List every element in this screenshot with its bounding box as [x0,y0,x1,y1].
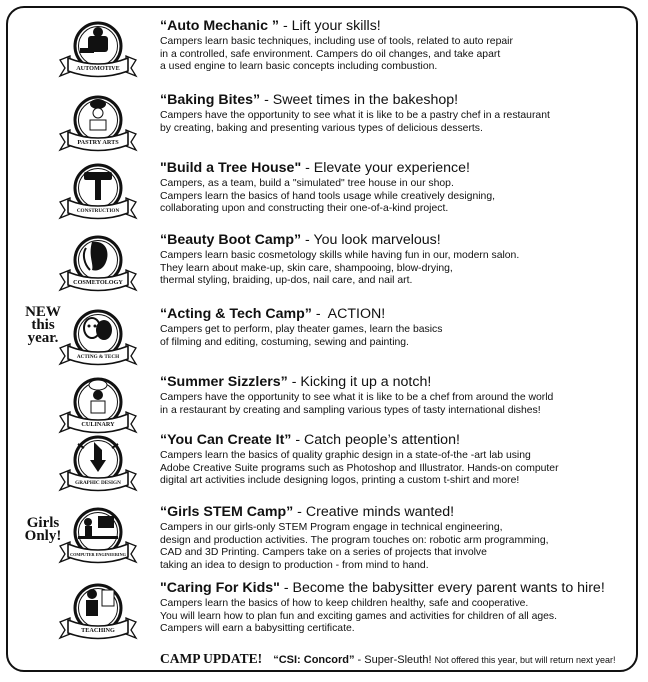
description-line: thermal styling, braiding, up-dos, nail care, and nail art. [160,275,413,287]
side-note-line: this [31,317,55,333]
program-emblem [58,582,138,644]
program-description [160,178,630,216]
program-separator: - [287,374,301,390]
program-text [160,18,630,74]
program-title: "Build a Tree House" [160,160,302,176]
program-separator: - [279,18,292,34]
description-line: in a restaurant by creating and sampling various types of tasty international dishes! [160,404,541,416]
program-emblem [58,234,138,296]
side-note [20,517,66,543]
program-item [0,580,648,652]
description-line: digital art activities include designing logos, printing a custom t-shirt and more! [160,475,520,487]
description-line: in a controlled, safe environment. Campers do oil changes, and take apart [160,48,501,60]
program-separator: - [301,232,314,248]
program-title: “Girls STEM Camp” [160,504,294,520]
program-separator: - [291,432,304,448]
program-tagline: Kicking it up a notch! [300,374,432,390]
program-emblem [58,506,138,568]
description-line: Campers learn basic cosmetology skills while having fun in our, modern salon. [160,250,520,261]
side-note-line: Girls [26,515,60,531]
program-separator: - [293,504,306,520]
description-line: Campers have the opportunity to see what it is like to be a chef from around the world [160,392,554,403]
program-badge-label: ACTING & TECH [76,354,120,360]
program-text [160,504,630,572]
program-tagline: Creative minds wanted! [305,504,455,520]
camp-update [160,651,616,667]
side-note-line: Only! [24,528,62,544]
program-text [160,160,630,216]
program-text [160,306,630,349]
description-line: by creating, baking and presenting various types of delicious desserts. [160,122,483,134]
side-note-line: NEW [25,304,61,320]
program-badge-label: CULINARY [81,421,115,428]
program-text [160,374,630,417]
program-description [160,392,630,417]
program-separator: - [260,92,273,108]
description-line: You will learn how to plan fun and exciting games and activities for children of all ages. [160,610,557,622]
description-line: Campers will earn a babysitting certificate. [160,623,355,635]
camp-update-title: “CSI: Concord” [273,654,355,666]
program-headline [160,374,630,391]
program-item [0,160,648,232]
program-emblem [58,162,138,224]
description-line: of filming and editing, costuming, sewing and painting. [160,336,409,348]
description-line: Campers learn the basics of how to keep children healthy, safe and cooperative. [160,598,529,609]
program-tagline: Sweet times in the bakeshop! [272,92,459,108]
program-item [0,232,648,304]
description-line: CAD and 3D Printing. Campers take on a series of projects that involve [160,547,487,559]
program-description [160,450,630,488]
program-badge-label: COSMETOLOGY [73,279,123,286]
program-item [0,92,648,164]
program-badge-label: CONSTRUCTION [76,208,120,214]
program-separator: - [311,306,328,322]
program-tagline: ACTION! [327,306,386,322]
program-separator: - [301,160,314,176]
description-line: design and production activities. The program touches on: robotic arm programming, [160,534,549,546]
program-emblem [58,376,138,438]
description-line: Campers, as a team, build a "simulated" tree house in our shop. [160,178,454,189]
camp-update-label: CAMP UPDATE! [160,651,263,666]
program-tagline: You look marvelous! [313,232,441,248]
program-badge-label: GRAPHIC DESIGN [75,480,121,486]
description-line: Campers in our girls-only STEM Program engage in technical engineering, [160,522,503,533]
program-headline [160,18,630,35]
program-emblem [58,94,138,156]
side-note-line: year. [27,330,59,346]
program-title: “Auto Mechanic ” [160,18,280,34]
program-description [160,110,630,135]
program-headline [160,160,630,177]
program-headline [160,232,630,249]
program-title: “Acting & Tech Camp” [160,306,312,322]
description-line: Campers learn the basics of quality graphic design in a state-of-the -art lab using [160,450,531,461]
program-item [0,432,648,504]
program-text [160,580,630,636]
program-title: “Beauty Boot Camp” [160,232,302,248]
side-note [20,306,66,345]
program-headline [160,580,630,597]
program-description [160,324,630,349]
program-headline [160,504,630,521]
description-line: taking an idea to design to production - from mind to hand. [160,559,429,571]
camp-update-tagline: - Super-Sleuth! [354,654,435,666]
program-headline [160,432,630,449]
program-description [160,250,630,288]
program-badge-label: COMPUTER ENGINEERING [70,552,126,557]
program-description [160,598,630,636]
program-text [160,432,630,488]
program-emblem [58,308,138,370]
program-item [0,18,648,90]
description-line: Campers learn basic techniques, including use of tools, related to auto repair [160,36,513,47]
program-title: “You Can Create It” [160,432,292,448]
program-title: “Baking Bites” [160,92,261,108]
program-title: "Caring For Kids" [160,580,280,596]
program-badge-label: PASTRY ARTS [77,139,119,146]
program-headline [160,306,630,323]
program-tagline: Catch people’s attention! [304,432,460,448]
description-line: Campers have the opportunity to see what it is like to be a pastry chef in a restaurant [160,110,550,121]
program-text [160,92,630,135]
program-tagline: Become the babysitter every parent wants to hire! [292,580,605,596]
description-line: They learn about make-up, skin care, shampooing, blow-drying, [160,262,453,274]
program-emblem [58,20,138,82]
program-separator: - [279,580,293,596]
description-line: a used engine to learn basic concepts including combustion. [160,61,438,73]
description-line: Adobe Creative Suite programs such as Photoshop and Illustrator. Hands-on computer [160,462,559,474]
program-description [160,36,630,74]
program-title: “Summer Sizzlers” [160,374,288,390]
description-line: Campers learn the basics of hand tools usage while creatively designing, [160,190,495,202]
program-description [160,522,630,572]
description-line: collaborating upon and constructing their one-of-a-kind project. [160,203,449,215]
program-tagline: Elevate your experience! [313,160,470,176]
description-line: Campers get to perform, play theater games, learn the basics [160,324,443,335]
program-badge-label: AUTOMOTIVE [76,65,120,72]
program-emblem [58,434,138,496]
program-tagline: Lift your skills! [291,18,381,34]
program-badge-label: TEACHING [81,627,115,634]
program-item [0,504,648,576]
program-text [160,232,630,288]
program-item [0,306,648,378]
camp-update-note: Not offered this year, but will return next year! [434,655,616,665]
program-headline [160,92,630,109]
